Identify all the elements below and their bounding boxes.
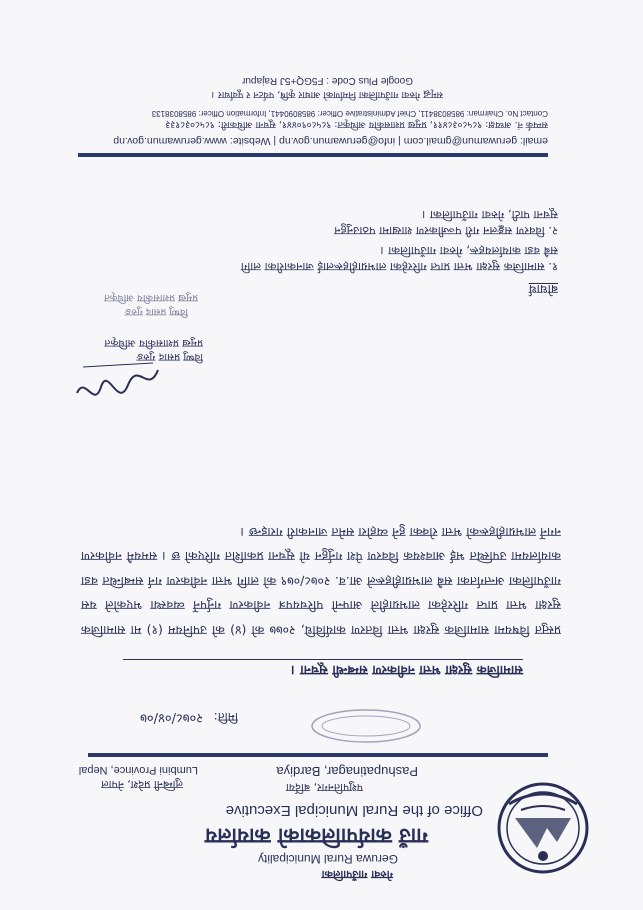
signatory-stamp-line2: प्रमुख प्रशासकीय अधिकृत bbox=[104, 292, 198, 303]
local-government-label: गेरुवा गाउँपालिका bbox=[321, 868, 393, 881]
location-en: Pashupatinagar, Bardiya bbox=[276, 764, 418, 779]
footer-plus-code: Google Plus Code : F5GQ+5J Rajapur bbox=[242, 75, 413, 86]
municipality-name-en: Geruwa Rural Municipality bbox=[257, 852, 398, 866]
footer-email: email: geruwamun@gmail.com | info@geruwamun.gov.np | Website: www.geruwamun.gov.np bbox=[113, 135, 548, 147]
signatory-name: विष्णु प्रसाद गुरुङ bbox=[136, 351, 203, 363]
office-title-en: Office of the Rural Municipal Executive bbox=[225, 802, 483, 819]
date-label: मिति: bbox=[213, 710, 238, 724]
subject-line: सामाजिक सुरक्षा भत्ता नवीकरण सम्बन्धी सूचना । bbox=[290, 662, 523, 677]
bodhartha-item-2: २. विवरण सङ्कलन गरी पञ्जीकरण शाखामा पठाउनुहुन bbox=[334, 224, 558, 238]
footer-contact-en: Contact No. Chairman: 9858038411, Chief Administrative Officer: 9858090441, Information Officer: 9858038133 bbox=[151, 109, 548, 118]
bodhartha-heading: बोधार्थ bbox=[528, 282, 558, 297]
letter-body: प्रस्तुत विषयमा सामाजिक सुरक्षा भत्ता वितरण कार्यविधि, २०७७ को (४) को उपनियम (१) मा सामाजिक सुरक्षा भत्ता प्राप्त गरिरहेका लाभग्राहीले आफ्नो परिचयपत्र नवीकरण गर्नुपर्ने व्यवस्था भएकोले यस गाउँपालिका अन्तर्गतका सबै लाभग्राहीहरूले आ.व. २०७८/०७९ को लागि भत्ता नवीकरण गर्न सम्बन्धित वडा कार्यालयमा उपस्थित भई आवश्यक विवरण पेश गर्नुहुन यो सूचना प्रकाशित गरिएको छ । समयमै नवीकरण नगर्ने लाभग्राहीहरूको भत्ता रोक्का हुने व्यहोरा समेत जानकारी गराइन्छ । bbox=[81, 525, 561, 638]
location-np: पशुपतिनगर, बर्दिया bbox=[285, 781, 363, 794]
province-np: लुम्बिनी प्रदेश, नेपाल bbox=[101, 778, 183, 791]
province-en: Lumbini Province, Nepal bbox=[78, 764, 198, 776]
bodhartha-item-1: १. सामाजिक सुरक्षा भत्ता प्राप्त गरिरहेका लाभग्राहीहरूलाई जानकारीका लागि bbox=[240, 260, 558, 274]
nepal-emblem-icon bbox=[495, 780, 591, 876]
footer-divider bbox=[78, 153, 548, 157]
bodhartha-item-2-recipient: सूचना पाटी, गेरुवा गाउँपालिका । bbox=[422, 208, 558, 222]
office-title-np: गाउँ कार्यपालिकाको कार्यालय bbox=[205, 824, 428, 848]
signatory-title: प्रमुख प्रशासकीय अधिकृत bbox=[104, 337, 203, 349]
office-stamp-icon bbox=[308, 707, 423, 745]
footer-slogan: समृद्ध गेरुवा गाउँपालिका निर्माणको आधार कृषि, पर्यटन र पूर्वाधार । bbox=[211, 89, 443, 100]
signatory-stamp-line1: विष्णु प्रसाद गुरुङ bbox=[124, 306, 188, 317]
date-value: २०७८/०४/०७ bbox=[140, 710, 203, 725]
header-divider bbox=[88, 753, 548, 757]
bodhartha-item-1-recipient: सबै वडा कार्यालयहरू, गेरुवा गाउँपालिका । bbox=[380, 244, 558, 258]
footer-contact-np: सम्पर्क नं. अध्यक्ष: ९८५८०३८४११, प्रमुख प्रशासकीय अधिकृत: ९८५८०९०४४१, सूचना अधिकारी: ९८५८०३८१३३ bbox=[165, 119, 548, 130]
subject-underline bbox=[123, 659, 523, 660]
